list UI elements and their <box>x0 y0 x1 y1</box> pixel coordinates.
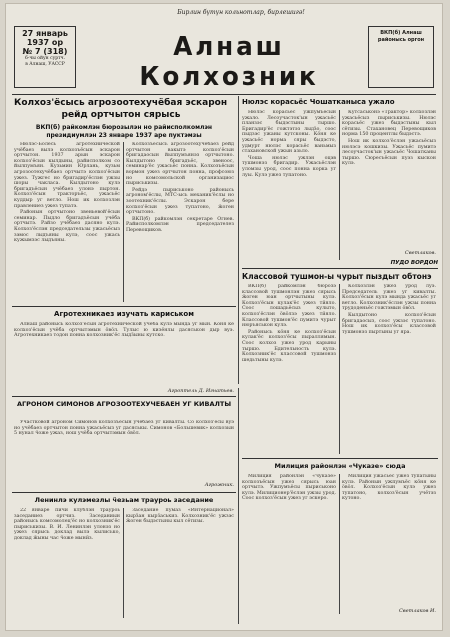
agro-headline: Агротехникаез изучать кариськом <box>54 310 194 318</box>
militsia-article-col1 <box>242 474 336 614</box>
klass-paragraph: ВКП(б) райкомлэн бюрозэ классовой тушмонлэн ужез сярысь ӝоген юан ортчытыны кулэ. Колхоз'ёсын кулак'ёс ужез тӥяло. Соос лошадьёсыз кулыто, колхоз'ёслэн ӧвӧлзэ ужез тӥяло. Классовой тушмон'ёс пумитэ чурыт нюръяськон кулэ. <box>242 284 336 329</box>
page-divider <box>238 388 239 624</box>
klass-headline: Классовой тушмон-ы чурыт пыздыт обтонэ <box>242 272 432 281</box>
news-signature: Светлаков. <box>404 250 436 256</box>
agro-paragraph: Алнаш районысь колхоз'ёсын агротехнической учёба кулэ мында уг мын. Кӧня ке колхоз'ёсын учёба ортчытэмын ӧвӧл. Тулыс ю кизёнлы дасяськон дыр вуэ. Агротехникаез тодон понна колхозник'ёс лыдӟыны кутско. <box>14 322 234 339</box>
page-divider <box>238 96 239 384</box>
bottom-signature: Светлаков И. <box>398 608 436 614</box>
lead-headline-2: рейд ортчытон сярысь <box>61 110 181 120</box>
lenin-paragraph: Заседание пумаз «Интернационал» кырӟан кырӟаськиз. Колхозник'ёс ужзэс ӝоген быдэстыны кыл сётизы. <box>126 508 234 525</box>
agronom-signature: Агрожник. <box>204 482 234 488</box>
news-headline: Нюлэс корасьёс Чошатканыса ужало <box>242 98 395 106</box>
lead-paragraph: Колхозъёсысь агрозоотехучёбаез рейд ортчытон вакытэ колхоз'ёсын бригадаосын йылпумъянэз ортчытоно. Кылдытоно бригадъёс, звеноос, семинар'ёс ужасьёс понна. Колхозъёсын вормон ужез ортчытон понна, профсоюз но комсомольской организациос пыриськизы. <box>126 142 234 187</box>
newspaper-page <box>6 4 442 630</box>
issue-year: 1937 ор <box>26 38 64 47</box>
motto: Бирлин бүтүн кольнотлар, бирлешигә! <box>177 9 305 16</box>
publisher-box: ВКП(б) Алнаш районысь оргон <box>368 26 434 88</box>
issue-number: № 7 (318) <box>22 47 68 56</box>
section-divider <box>242 268 438 269</box>
klass-article-col1 <box>242 284 336 454</box>
lead-subheadline-2: президиумлэн 23 январе 1937 арe пуктэмзы <box>46 132 202 139</box>
lead-paragraph: Рейдэ пыриськоно районысь агроном'ёслы, МТС-ысь механик'ёслы но зоотехник'ёслы. Эскарон бере колхоз'ёсын ужез тупатоно, ӝоген ортчытоно. <box>126 187 234 216</box>
pudo-heading: ПУДО ВОРДОН <box>390 260 438 266</box>
lenin-article-col2 <box>126 508 234 618</box>
dateline-box <box>14 26 76 88</box>
agro-article <box>14 322 234 388</box>
column-divider <box>123 142 124 302</box>
agronom-paragraph: Участковой агроном Симонов колхозъёсын учёбаез уг кивалты. Со колхоз'ёсы вуэ но учёбаез ортчытон понна ужасьёсыз уг дасяськы. Симонов «Большевик» колхозын 5 нунал ӵоже ужаз, нош учёба ортчытэмын ӧвӧл. <box>14 420 234 437</box>
issue-place: в Алнаш, УАССР <box>25 62 65 67</box>
klass-article-col2 <box>342 284 436 454</box>
lead-paragraph: Нюлэс-Болёсь агротехнической учёбаез вылэ колхозъёсын эскарон ортчытон. 1937 арын эскарон колхоз'ёсын кылдыны, райисполком со йылпумъян. Кузьмин Юрлань, кузьм агрозоотехучёбаез ортчытэ колхоз'ёсын ужез. Тужгес но бригадир'ёслэн ужзы шоры чакласа. Кылдытоно кулэ бригадъёсын учёбаез улонэ пыртон. Колхоз'ёсын тракторъёс, ужасьёс куддыр уг ветло. Нош ик колхозлэн правлениез ужез тупатэ. <box>14 142 120 209</box>
klass-paragraph: Колхозлэн ужез урод луэ. Председатель ужез уг кивалты. Колхоз'ёсын кулэ мында ужасьёс уг ветло. Колхозник'ёслэн ужзы понна трудоденьёс гожтэмын ӧвӧл. <box>342 284 436 312</box>
column-divider <box>339 284 340 454</box>
news-paragraph: Нюлэс корасьёс ужпумъёсын ужало. Лесоучасток'ын ужасьёс планзэс быдэстыны тыршо. Бригадир'ёс гожтэтэз лыдӟо, соос пыдзэс ужаны кутсконы. Кӧня ке ужасьёс норма сяры быдэсто, удмурт нюлэс корасьёс ваньмыз стахановской ужын азьло. <box>242 110 336 155</box>
section-divider <box>242 458 438 459</box>
section-divider <box>12 492 236 493</box>
militsia-paragraph: Милиция районлэн «Чуказе» колхозъёсын ужез сярысь юан ортчытэ. Ужпумъёсы пыриськоно кулэ. Милиционер'ёслэн ужзы урод. Соос колхоз'ёсын ужез уг эскеро. <box>242 474 336 502</box>
column-divider <box>123 508 124 618</box>
news-paragraph: Чоша нюлэс ужлэн оцэв тушмонэз бригадир. Ужасьёслэн уломзы урод, соос понна корка уг луы. Кулэ ужез тупатоно. <box>242 155 336 178</box>
lenin-article-col1 <box>14 508 120 618</box>
klass-paragraph: Кылдытоно колхоз'ёсын бригадаосыз, соос ужзэс тупатоно. Нош ик колхоз'ёсы классовой тушмонэз пыртыны уг яра. <box>342 312 436 335</box>
klass-paragraph: Районысь кӧня ке колхоз'ёсын кулак'ёс колхоз'ёсы пыраллямын. Соос колхоз ужез урод карыны тыршо. Бдительность кулэ. Колхозник'ёс классовой тушмонэз шедьтыны кулэ. <box>242 329 336 363</box>
section-divider <box>12 396 236 397</box>
militsia-article-col2 <box>342 474 436 604</box>
masthead-title: Алнаш Колхозник <box>139 32 319 92</box>
news-paragraph: Нош ик колхоз'ёслэн ужасьёсыз нюлэсэ кошкизы. Ужасьёс пумитэ лесоучасток'ын ужасьёс Чошатканы тыршо. Сюресъёсын пуэз кыскон кулэ. <box>342 138 436 167</box>
lenin-headline: Ленинлэ кулэмезлы ӵезьам трауроь заседание <box>34 496 214 504</box>
lead-article-col2 <box>126 142 234 302</box>
agronom-headline: АГРОНОМ СИМОНОВ АГРОЗООТЕХУЧЕБАЕН УГ КИВАЛТЫ <box>16 400 232 408</box>
lead-headline: Колхоз'ёсысь агрозоотехучёбая эскарон <box>14 98 228 108</box>
news-article-col1 <box>242 110 336 260</box>
news-article-col2 <box>342 110 436 248</box>
issue-date: 27 январь <box>22 29 68 38</box>
issue-note: 6-чы ойун суртч. <box>24 56 66 61</box>
lead-signature: ВКП(б) райкомлэн секретаре Огнев. Райисполкомлэн председателез Перевощиков. <box>126 216 234 233</box>
lead-article-col1 <box>14 142 120 302</box>
lenin-paragraph: 22 январе пичи клублэн трауроь заседаниез ортчиз. Заседаниын районысь комсомолец'ёс но колхозник'ёс пыриськизы. В. И. Ленинлэн улонэз но ужез сярысь доклад вылэ кылисько, доклад ӝыны час ӵоже мынӥз. <box>14 508 120 541</box>
news-paragraph: Кутсаськонэ «Трактор» колхозлэн ужасьёсыз пыриськизы. Нюлэс корасьёс ужез быдэстыны кыл сётизы. Стахановец Перевощиков норма 150 процентлы быдэстэ. <box>342 110 436 138</box>
lead-paragraph: Районын ортчытоно звеньевой'ёсын семинар. Пыдло бригадъёсын учёба ортчытэ. Райзо учёбаез дасяно кулэ. Колхоз'ёслэн председательзы ужасьёсыз зэмос лыдъяны кулэ, соос ужась кужымзэс лыдъяны. <box>14 210 120 244</box>
section-divider <box>12 306 236 307</box>
agro-signature: Агроптель Д. Игнатьев. <box>167 388 234 394</box>
agronom-article <box>14 420 234 482</box>
militsia-headline: Милиция районлэн «Чуказе» сюда <box>274 462 406 470</box>
column-divider <box>339 110 340 260</box>
column-divider <box>339 474 340 614</box>
masthead-divider <box>12 94 436 95</box>
militsia-paragraph: Милиция ужасьёс ужез тупатыны кулэ. Районын ужпумъёс кӧня ке ӧвӧл. Колхоз'ёсын кулэ ужез тупатоно, колхоз'ёсын учётэз кутоно. <box>342 474 436 502</box>
lead-subheadline: ВКП(б) райкомлэн бюрозылэн но райисполкомлэн <box>35 124 213 131</box>
